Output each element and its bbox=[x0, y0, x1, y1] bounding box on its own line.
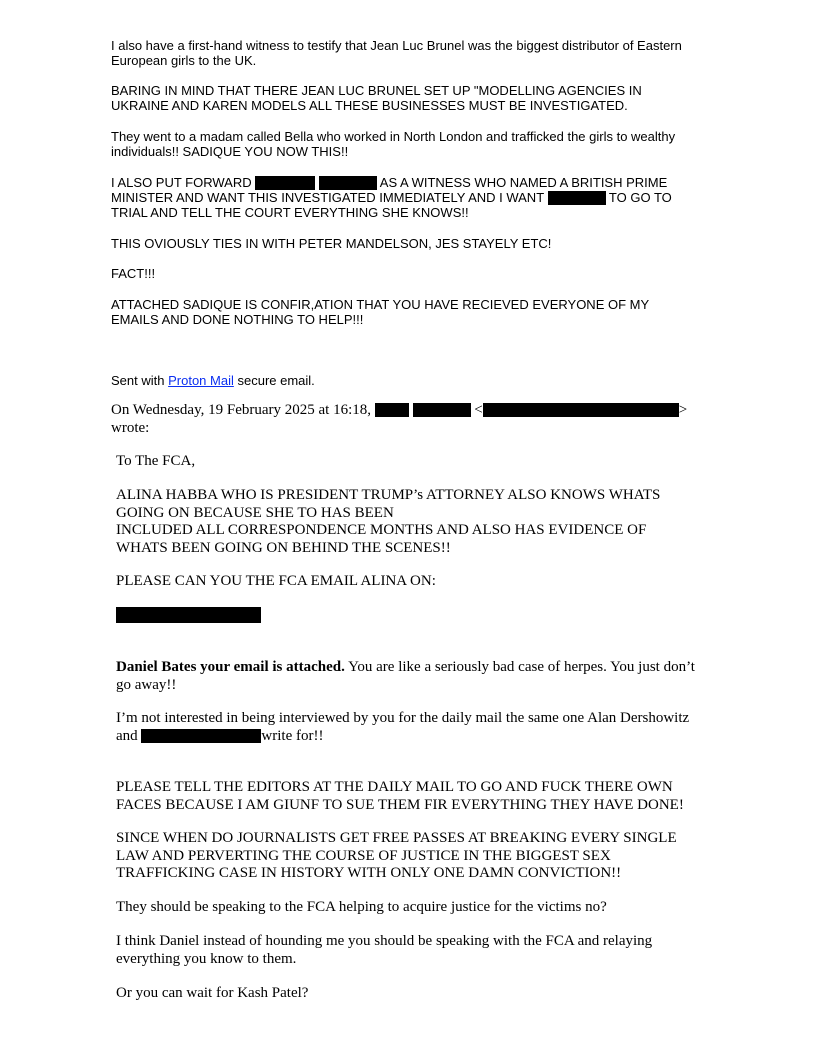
quoted-journalists: SINCE WHEN DO JOURNALISTS GET FREE PASSES AT BREAKING EVERY SINGLE LAW AND PERVERTING THE COURSE OF JUSTICE IN THE BIGGEST SEX TRAFFICKING CASE IN HISTORY WITH ONLY ONE DAMN CONVICTION!! bbox=[116, 830, 677, 881]
quoted-alina-text-1: ALINA HABBA WHO IS PRESIDENT TRUMP’s ATTORNEY ALSO KNOWS WHATS GOING ON BECAUSE SHE TO HAS BEEN bbox=[116, 487, 661, 521]
quoted-interview-write-for: write for!! bbox=[261, 727, 324, 744]
quoted-victims: They should be speaking to the FCA helping to acquire justice for the victims no? bbox=[116, 899, 607, 915]
redaction-block bbox=[141, 729, 261, 743]
quoted-interview-paragraph bbox=[116, 710, 716, 745]
witness-text-a: I ALSO PUT FORWARD bbox=[111, 175, 252, 190]
quote-header-line-1 bbox=[111, 402, 711, 420]
witness-text-b: AS A WITNESS WHO NAMED A BRITISH PRIME bbox=[379, 175, 668, 190]
witness-line-2 bbox=[111, 190, 731, 205]
redaction-block bbox=[548, 191, 606, 205]
quoted-daniel-bates bbox=[116, 659, 696, 694]
quoted-email-alina: PLEASE CAN YOU THE FCA EMAIL ALINA ON: bbox=[116, 573, 436, 589]
quote-header bbox=[111, 402, 711, 437]
quote-header-date: On Wednesday, 19 February 2025 at 16:18, bbox=[111, 402, 371, 418]
quoted-daniel-bates-bold: Daniel Bates your email is attached. bbox=[116, 659, 345, 675]
quoted-greeting: To The FCA, bbox=[116, 453, 196, 469]
quoted-daily-mail-editors: PLEASE TELL THE EDITORS AT THE DAILY MAIL TO GO AND FUCK THERE OWN FACES BECAUSE I AM GIUNF TO SUE THEM FIR EVERYTHING THEY HAVE DONE! bbox=[116, 779, 684, 813]
quote-header-close-bracket: > bbox=[678, 402, 688, 418]
redaction-block bbox=[413, 403, 471, 417]
proton-mail-link[interactable]: Proton Mail bbox=[168, 373, 234, 388]
paragraph-madam-bella: They went to a madam called Bella who worked in North London and trafficked the girls to wealthy individuals!! SADIQUE YOU NOW THIS!! bbox=[111, 129, 676, 159]
quoted-interview-line-2 bbox=[116, 728, 716, 746]
witness-line-3: TRIAL AND TELL THE COURT EVERYTHING SHE KNOWS!! bbox=[111, 205, 469, 220]
quoted-kash-patel: Or you can wait for Kash Patel? bbox=[116, 985, 309, 1001]
paragraph-fact: FACT!!! bbox=[111, 266, 156, 281]
redaction-block bbox=[319, 176, 377, 190]
witness-text-c: MINISTER AND WANT THIS INVESTIGATED IMMEDIATELY AND I WANT bbox=[111, 190, 544, 205]
quoted-interview-and: and bbox=[116, 727, 138, 744]
quoted-interview-line-1: I’m not interested in being interviewed by you for the daily mail the same one Alan Dershowitz bbox=[116, 710, 690, 726]
witness-text-d: TO GO TO bbox=[608, 190, 672, 205]
quote-header-wrote: wrote: bbox=[111, 419, 150, 436]
quoted-alina-text-2: INCLUDED ALL CORRESPONDENCE MONTHS AND ALSO HAS EVIDENCE OF WHATS BEEN GOING ON BEHIND THE SCENES!! bbox=[116, 522, 647, 556]
signature-prefix: Sent with bbox=[111, 373, 165, 388]
paragraph-attached: ATTACHED SADIQUE IS CONFIR,ATION THAT YOU HAVE RECIEVED EVERYONE OF MY EMAILS AND DONE NOTHING TO HELP!!! bbox=[111, 297, 649, 327]
redaction-block bbox=[375, 403, 409, 417]
quoted-alina-paragraph bbox=[116, 487, 696, 557]
redaction-block bbox=[116, 607, 261, 623]
redaction-block bbox=[255, 176, 315, 190]
signature-line bbox=[111, 373, 711, 388]
paragraph-witness: I also have a first-hand witness to testify that Jean Luc Brunel was the biggest distributor of Eastern European girls to the UK. bbox=[111, 38, 682, 68]
paragraph-modelling-agencies: BARING IN MIND THAT THERE JEAN LUC BRUNEL SET UP "MODELLING AGENCIES IN UKRAINE AND KAREN MODELS ALL THESE BUSINESSES MUST BE INVESTIGATED. bbox=[111, 83, 642, 113]
quoted-hounding: I think Daniel instead of hounding me you should be speaking with the FCA and relaying everything you know to them. bbox=[116, 933, 653, 967]
witness-line-1 bbox=[111, 175, 731, 190]
quoted-daniel-bates-rest: You are like a seriously bad case of herpes. You just don’t go away!! bbox=[116, 659, 695, 693]
quote-header-open-bracket: < bbox=[474, 402, 483, 418]
paragraph-witness-forward bbox=[111, 175, 731, 220]
redaction-block bbox=[483, 403, 679, 417]
paragraph-mandelson: THIS OVIOUSLY TIES IN WITH PETER MANDELSON, JES STAYELY ETC! bbox=[111, 236, 552, 251]
signature-suffix: secure email. bbox=[237, 373, 315, 388]
